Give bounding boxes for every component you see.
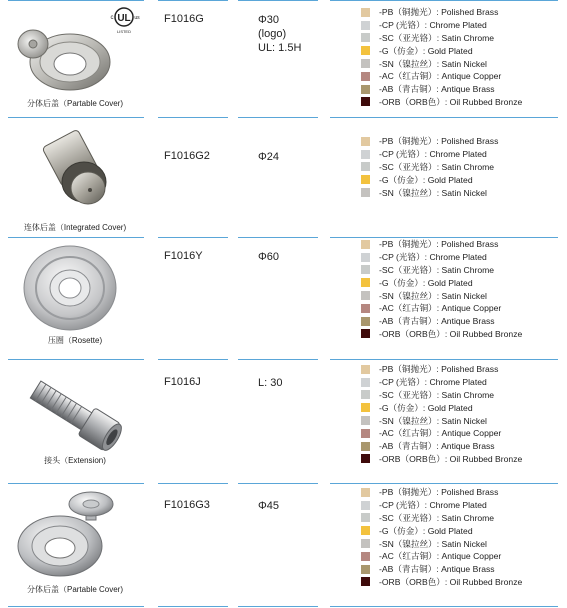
product-row [0,238,567,360]
color-swatch [361,97,370,106]
finish-item [361,57,522,70]
finish-item [361,363,522,376]
product-row [0,118,567,238]
color-swatch [361,488,370,497]
divider [158,606,228,607]
product-code: F1016J [164,376,201,388]
divider [330,117,558,118]
divider [158,483,228,484]
finish-label: -PB（铜抛光）: Polished Brass [379,239,499,250]
finish-item [361,276,522,289]
color-swatch [361,150,370,159]
divider [238,0,318,1]
finish-label: -SC（亚光铬）: Satin Chrome [379,161,495,172]
divider [330,359,558,360]
finish-label: -AB（青古铜）: Antique Brass [379,316,495,327]
finish-label: -AC（红古铜）: Antique Copper [379,551,502,562]
finish-item [361,83,522,96]
finish-item [361,32,522,45]
divider [158,0,228,1]
finish-item [361,486,522,499]
spec-line: Φ60 [258,251,280,263]
finish-list [361,6,522,108]
finish-item [361,328,522,341]
finish-label: -SN（镍拉丝）: Satin Nickel [379,58,487,69]
color-swatch [361,403,370,412]
color-swatch [361,501,370,510]
finish-label: -G（仿金）: Gold Plated [379,402,473,413]
finish-label: -SN（镍拉丝）: Satin Nickel [379,290,487,301]
finish-label: -SC（亚光铬）: Satin Chrome [379,264,495,275]
finish-item [361,302,522,315]
finish-item [361,264,522,277]
divider [8,237,144,238]
finish-label: -ORB（ORB色）: Oil Rubbed Bronze [379,576,523,587]
spec-line: UL: 1.5H [258,42,302,54]
finish-label: -ORB（ORB色）: Oil Rubbed Bronze [379,453,523,464]
product-spec [258,499,279,513]
finish-item [361,70,522,83]
product-caption: 分体后盖（Partable Cover) [26,99,124,108]
color-swatch [361,365,370,374]
color-swatch [361,454,370,463]
finish-item [361,186,498,199]
color-swatch [361,137,370,146]
divider [330,483,558,484]
finish-label: -SN（镍拉丝）: Satin Nickel [379,538,487,549]
finish-label: -AC（红古铜）: Antique Copper [379,71,502,82]
finish-label: -G（仿金）: Gold Plated [379,45,473,56]
color-swatch [361,291,370,300]
color-swatch [361,416,370,425]
finish-item [361,148,498,161]
finish-label: -ORB（ORB色）: Oil Rubbed Bronze [379,96,523,107]
finish-item [361,135,498,148]
spec-line: L: 30 [258,377,283,389]
finish-item [361,453,522,466]
product-caption: 分体后盖（Partable Cover) [26,585,124,594]
spec-line: Φ24 [258,151,280,163]
finish-label: -G（仿金）: Gold Plated [379,525,473,536]
color-swatch [361,72,370,81]
finish-item [361,44,522,57]
finish-label: -ORB（ORB色）: Oil Rubbed Bronze [379,328,523,339]
finish-label: -SC（亚光铬）: Satin Chrome [379,512,495,523]
color-swatch [361,539,370,548]
color-swatch [361,162,370,171]
finish-item [361,173,498,186]
finish-item [361,512,522,525]
color-swatch [361,278,370,287]
finish-item [361,427,522,440]
rosette-icon [8,242,148,338]
divider [8,606,144,607]
finish-item [361,19,522,32]
peephole-split-cover-chrome-icon [8,488,148,584]
finish-label: -SN（镍拉丝）: Satin Nickel [379,187,487,198]
divider [238,483,318,484]
finish-item [361,96,522,109]
finish-item [361,537,522,550]
color-swatch [361,329,370,338]
finish-item [361,238,522,251]
product-row [0,0,567,118]
product-code: F1016G2 [164,150,210,162]
spec-line: (logo) [258,28,287,40]
finish-item [361,550,522,563]
svg-text:LISTED: LISTED [116,29,132,34]
finish-list [361,363,522,465]
divider [8,117,144,118]
color-swatch [361,8,370,17]
color-swatch [361,565,370,574]
product-spec [258,376,282,390]
product-caption: 连体后盖（Integrated Cover) [23,223,127,232]
product-spec [258,150,279,164]
finish-item [361,389,522,402]
color-swatch [361,378,370,387]
product-spec [258,13,301,55]
finish-label: -SC（亚光铬）: Satin Chrome [379,389,495,400]
finish-label: -SN（镍拉丝）: Satin Nickel [379,415,487,426]
color-swatch [361,21,370,30]
divider [238,237,318,238]
finish-label: -CP (光铬）: Chrome Plated [379,252,487,263]
product-caption: 接头（Extension) [44,456,106,465]
divider [238,606,318,607]
color-swatch [361,442,370,451]
finish-label: -SC（亚光铬）: Satin Chrome [379,32,495,43]
finish-label: -G（仿金）: Gold Plated [379,174,473,185]
product-caption: 压圈（Rosette) [47,336,103,345]
color-swatch [361,552,370,561]
spec-line: Φ45 [258,500,280,512]
finish-label: -PB（铜抛光）: Polished Brass [379,364,499,375]
product-code: F1016Y [164,250,203,262]
divider [330,606,558,607]
ul-listed-logo [108,3,140,35]
finish-label: -AC（红古铜）: Antique Copper [379,303,502,314]
color-swatch [361,240,370,249]
color-swatch [361,577,370,586]
product-spec [258,250,279,264]
color-swatch [361,175,370,184]
product-code: F1016G3 [164,499,210,511]
color-swatch [361,188,370,197]
color-swatch [361,59,370,68]
finish-item [361,251,522,264]
divider [238,117,318,118]
finish-item [361,401,522,414]
spec-line: Φ30 [258,14,280,26]
finish-list [361,486,522,588]
finish-label: -PB（铜抛光）: Polished Brass [379,7,499,18]
divider [330,0,558,1]
color-swatch [361,304,370,313]
product-code: F1016G [164,13,204,25]
color-swatch [361,253,370,262]
finish-label: -CP (光铬）: Chrome Plated [379,149,487,160]
finish-list [361,238,522,340]
color-swatch [361,526,370,535]
finish-item [361,414,522,427]
divider [238,359,318,360]
finish-item [361,289,522,302]
divider [330,237,558,238]
finish-label: -CP (光铬）: Chrome Plated [379,20,487,31]
finish-label: -AB（青古铜）: Antique Brass [379,441,495,452]
finish-item [361,161,498,174]
finish-label: -PB（铜抛光）: Polished Brass [379,487,499,498]
finish-label: -CP (光铬）: Chrome Plated [379,500,487,511]
color-swatch [361,513,370,522]
divider [158,359,228,360]
finish-label: -CP (光铬）: Chrome Plated [379,377,487,388]
color-swatch [361,390,370,399]
extension-tube-icon [8,368,148,464]
svg-text:UL: UL [117,13,131,24]
peephole-integrated-cover-icon [8,122,148,218]
divider [8,483,144,484]
finish-item [361,6,522,19]
finish-label: -AB（青古铜）: Antique Brass [379,564,495,575]
divider [158,237,228,238]
finish-label: -AB（青古铜）: Antique Brass [379,84,495,95]
finish-item [361,440,522,453]
finish-list [361,135,498,199]
svg-text:c: c [110,15,114,21]
finish-item [361,576,522,589]
finish-item [361,499,522,512]
color-swatch [361,317,370,326]
product-row [0,360,567,484]
product-row [0,484,567,608]
finish-item [361,376,522,389]
finish-label: -G（仿金）: Gold Plated [379,277,473,288]
divider [8,359,144,360]
finish-item [361,524,522,537]
finish-item [361,563,522,576]
finish-item [361,315,522,328]
color-swatch [361,265,370,274]
color-swatch [361,33,370,42]
finish-label: -PB（铜抛光）: Polished Brass [379,136,499,147]
color-swatch [361,85,370,94]
color-swatch [361,429,370,438]
finish-label: -AC（红古铜）: Antique Copper [379,428,502,439]
divider [158,117,228,118]
svg-text:us: us [134,15,140,21]
color-swatch [361,46,370,55]
divider [8,0,144,1]
